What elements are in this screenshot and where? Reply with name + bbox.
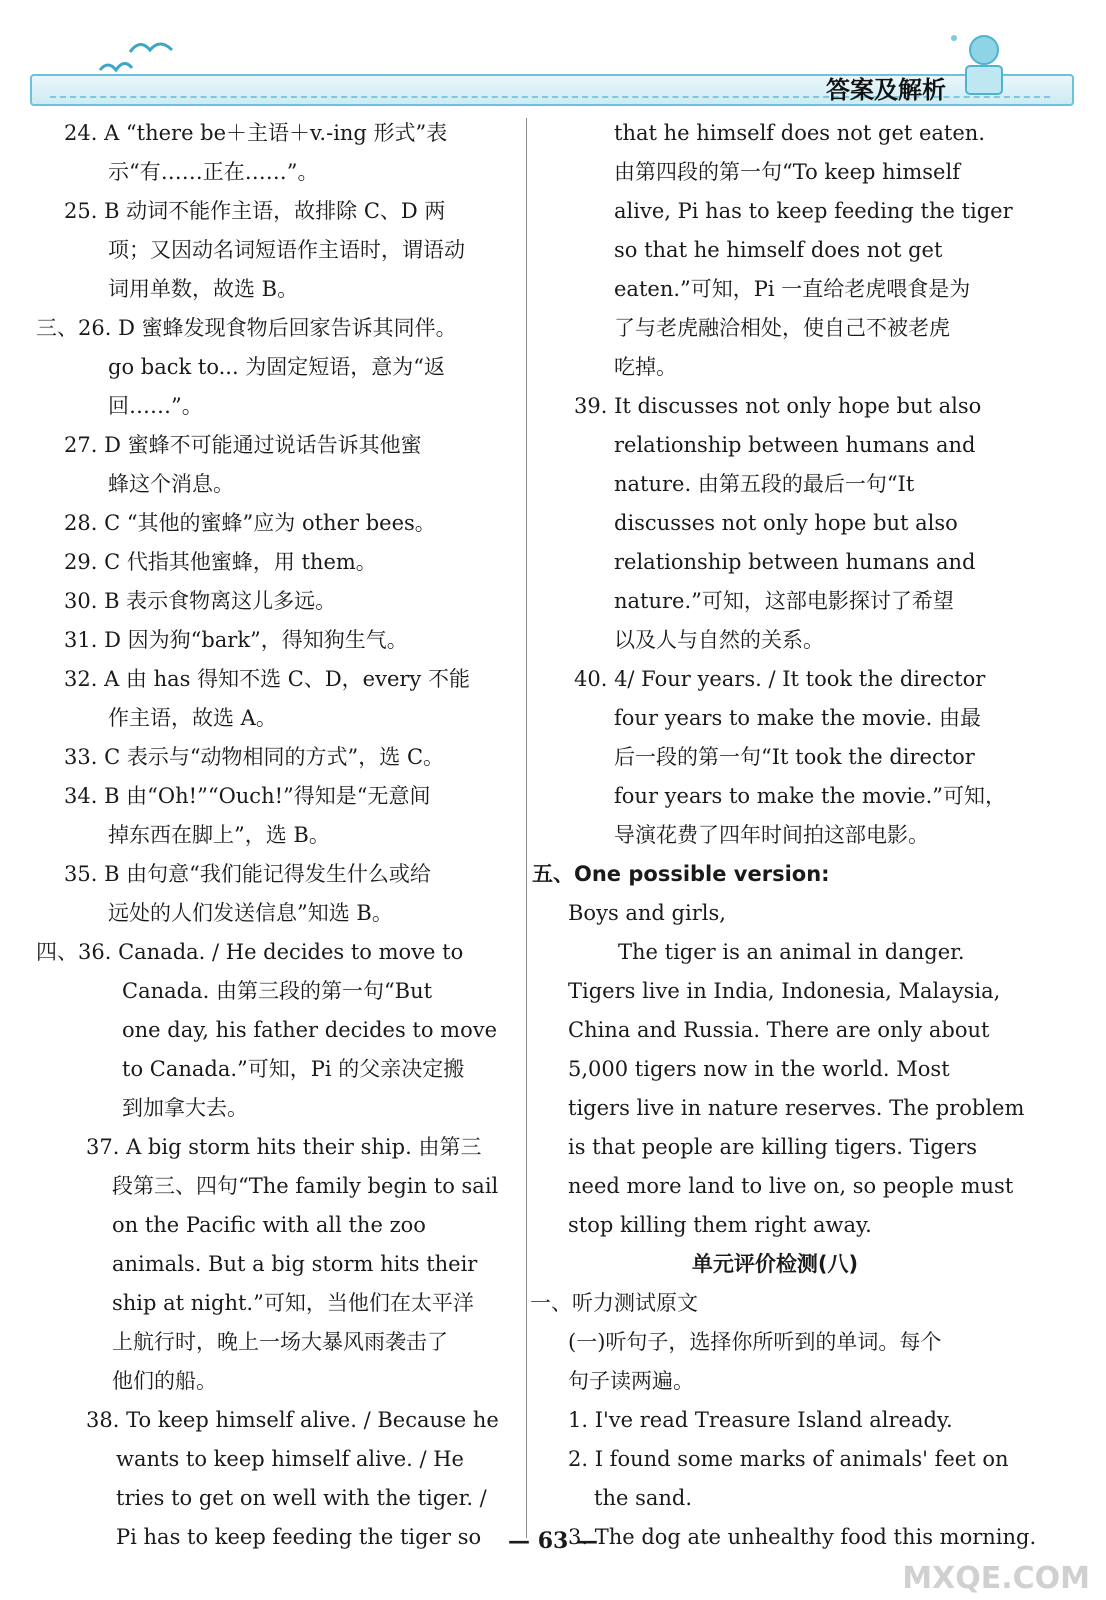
- text-line: tries to get on well with the tiger. /: [116, 1486, 487, 1510]
- text-line: 远处的人们发送信息”知选 B。: [108, 901, 393, 925]
- text-line: 示“有……正在……”。: [108, 160, 319, 184]
- text-line: 作主语，故选 A。: [108, 706, 277, 730]
- text-line: 38. To keep himself alive. / Because he: [86, 1408, 499, 1432]
- text-line: 到加拿大去。: [122, 1096, 248, 1120]
- text-line: alive, Pi has to keep feeding the tiger: [614, 199, 1013, 223]
- text-line: is that people are killing tigers. Tigers: [568, 1135, 978, 1159]
- header-title: 答案及解析: [826, 76, 946, 104]
- text-line: discusses not only hope but also: [614, 511, 958, 535]
- text-line: 后一段的第一句“It took the director: [614, 745, 975, 769]
- text-line: 1. I've read Treasure Island already.: [568, 1408, 953, 1432]
- text-line: the sand.: [594, 1486, 693, 1510]
- text-line: stop killing them right away.: [568, 1213, 872, 1237]
- text-line: Pi has to keep feeding the tiger so: [116, 1525, 482, 1549]
- text-line: on the Pacific with all the zoo: [112, 1213, 426, 1237]
- text-line: 吃掉。: [614, 355, 677, 379]
- text-line: 40. 4/ Four years. / It took the director: [574, 667, 986, 691]
- text-line: 词用单数，故选 B。: [108, 277, 299, 301]
- text-line: (一)听句子，选择你所听到的单词。每个: [568, 1330, 942, 1354]
- text-line: that he himself does not get eaten.: [614, 121, 985, 145]
- text-line: four years to make the movie.”可知，: [614, 784, 1007, 808]
- text-line: so that he himself does not get: [614, 238, 943, 262]
- text-line: 25. B 动词不能作主语，故排除 C、D 两: [64, 199, 446, 223]
- text-line: 由第四段的第一句“To keep himself: [614, 160, 960, 184]
- section-heading: 五、One possible version:: [532, 862, 830, 886]
- right-column: [530, 114, 1037, 1557]
- text-line: 3. The dog ate unhealthy food this morning.: [568, 1525, 1037, 1549]
- text-line: wants to keep himself alive. / He: [116, 1447, 464, 1471]
- text-line: Canada. 由第三段的第一句“But: [122, 979, 433, 1003]
- text-line: Boys and girls,: [568, 901, 726, 925]
- text-line: 29. C 代指其他蜜蜂，用 them。: [64, 550, 377, 574]
- text-line: 35. B 由句意“我们能记得发生什么或给: [64, 862, 431, 886]
- text-line: relationship between humans and: [614, 433, 976, 457]
- text-line: 24. A “there be＋主语＋v.-ing 形式”表: [64, 121, 448, 145]
- text-line: The tiger is an animal in danger.: [618, 940, 965, 964]
- text-line: 上航行时，晚上一场大暴风雨袭击了: [112, 1330, 448, 1354]
- text-line: 四、36. Canada. / He decides to move to: [36, 940, 464, 964]
- text-line: 导演花费了四年时间拍这部电影。: [614, 823, 929, 847]
- page-header: [30, 30, 1076, 108]
- text-line: to Canada.”可知，Pi 的父亲决定搬: [122, 1057, 465, 1081]
- text-line: 33. C 表示与“动物相同的方式”，选 C。: [64, 745, 445, 769]
- left-column: [36, 114, 514, 1557]
- text-line: 5,000 tigers now in the world. Most: [568, 1057, 950, 1081]
- text-line: nature. 由第五段的最后一句“It: [614, 472, 915, 496]
- page-number: — 63 —: [508, 1528, 598, 1554]
- text-line: ship at night.”可知，当他们在太平洋: [112, 1291, 474, 1315]
- section-heading: 一、听力测试原文: [530, 1291, 698, 1315]
- text-line: 句子读两遍。: [568, 1369, 694, 1393]
- text-line: 了与老虎融洽相处，使自己不被老虎: [614, 316, 950, 340]
- robot-icon: [946, 30, 1016, 100]
- text-line: 27. D 蜜蜂不可能通过说话告诉其他蜜: [64, 433, 422, 457]
- text-line: eaten.”可知，Pi 一直给老虎喂食是为: [614, 277, 971, 301]
- text-line: one day, his father decides to move: [122, 1018, 498, 1042]
- text-line: 回……”。: [108, 394, 203, 418]
- text-line: 以及人与自然的关系。: [614, 628, 824, 652]
- text-line: relationship between humans and: [614, 550, 976, 574]
- text-line: 34. B 由“Oh!”“Ouch!”得知是“无意间: [64, 784, 431, 808]
- text-line: tigers live in nature reserves. The problem: [568, 1096, 1025, 1120]
- text-line: 39. It discusses not only hope but also: [574, 394, 982, 418]
- text-line: 31. D 因为狗“bark”，得知狗生气。: [64, 628, 408, 652]
- text-line: 30. B 表示食物离这儿多远。: [64, 589, 337, 613]
- text-line: nature.”可知，这部电影探讨了希望: [614, 589, 954, 613]
- text-line: 他们的船。: [112, 1369, 217, 1393]
- text-line: 2. I found some marks of animals' feet on: [568, 1447, 1009, 1471]
- text-line: 37. A big storm hits their ship. 由第三: [86, 1135, 482, 1159]
- text-line: 段第三、四句“The family begin to sail: [112, 1174, 499, 1198]
- watermark: MXQE.COM: [902, 1561, 1090, 1596]
- text-line: go back to... 为固定短语，意为“返: [108, 355, 446, 379]
- birds-icon: [90, 30, 180, 80]
- text-line: 32. A 由 has 得知不选 C、D，every 不能: [64, 667, 470, 691]
- text-line: Tigers live in India, Indonesia, Malaysia,: [568, 979, 1001, 1003]
- text-line: 28. C “其他的蜜蜂”应为 other bees。: [64, 511, 436, 535]
- text-line: need more land to live on, so people must: [568, 1174, 1014, 1198]
- text-line: 掉东西在脚上”，选 B。: [108, 823, 330, 847]
- text-line: China and Russia. There are only about: [568, 1018, 990, 1042]
- text-line: animals. But a big storm hits their: [112, 1252, 478, 1276]
- text-line: four years to make the movie. 由最: [614, 706, 981, 730]
- text-line: 项；又因动名词短语作主语时，谓语动: [108, 238, 465, 262]
- text-line: 蜂这个消息。: [108, 472, 234, 496]
- unit-title: 单元评价检测(八): [691, 1252, 859, 1276]
- column-divider: [526, 118, 527, 1538]
- text-line: 三、26. D 蜜蜂发现食物后回家告诉其同伴。: [36, 316, 457, 340]
